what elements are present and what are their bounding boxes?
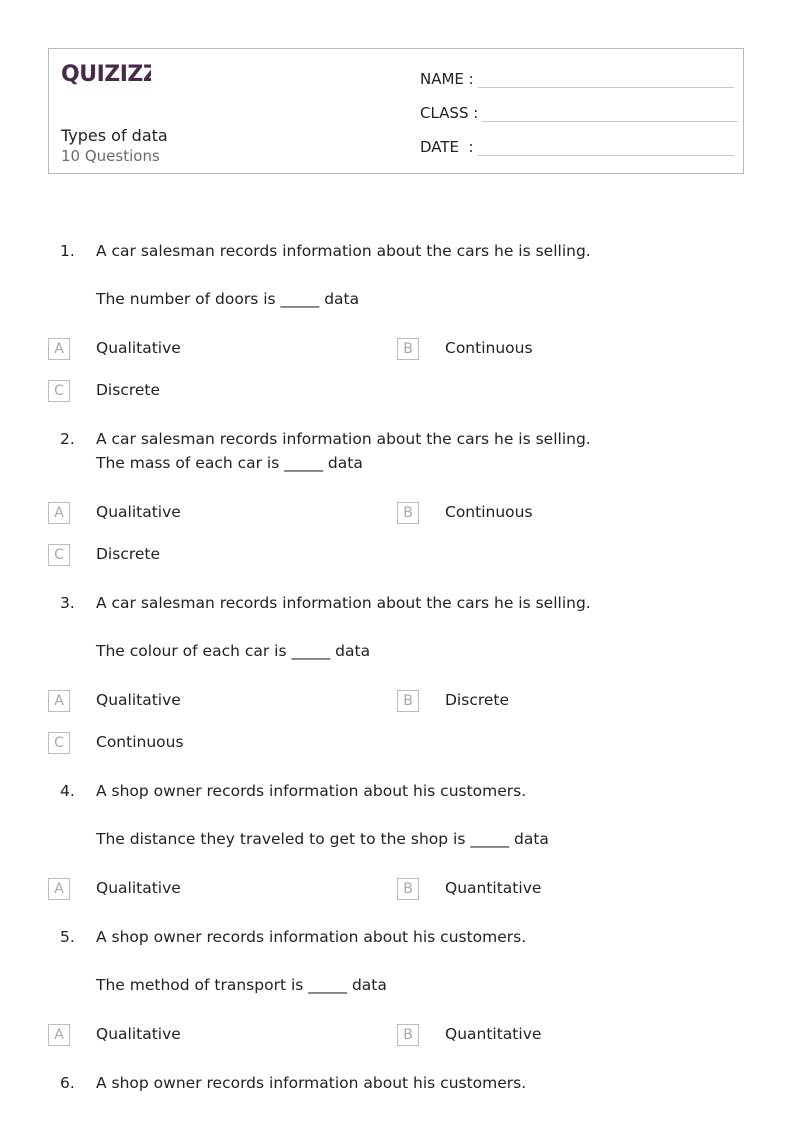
question-number: 2. [60, 430, 75, 448]
option-b-box[interactable]: B [397, 1024, 419, 1046]
option-c-box[interactable]: C [48, 380, 70, 402]
question-prompt: The distance they traveled to get to the shop is _____ data [96, 830, 549, 848]
name-line[interactable] [478, 69, 734, 88]
option-b-text[interactable]: Continuous [445, 503, 533, 521]
option-a-box[interactable]: A [48, 502, 70, 524]
option-a-text[interactable]: Qualitative [96, 879, 181, 897]
question-prompt: The number of doors is _____ data [96, 290, 360, 308]
question-prompt: The method of transport is _____ data [96, 976, 387, 994]
question-text: A shop owner records information about his customers. [96, 782, 527, 800]
option-b-text[interactable]: Continuous [445, 339, 533, 357]
question-text: A shop owner records information about his customers. [96, 1074, 527, 1092]
option-a-box[interactable]: A [48, 338, 70, 360]
question-text: A shop owner records information about his customers. [96, 928, 527, 946]
worksheet-title: Types of data [61, 126, 168, 145]
worksheet-header [48, 48, 744, 174]
option-c-text[interactable]: Continuous [96, 733, 184, 751]
option-a-box[interactable]: A [48, 1024, 70, 1046]
question-prompt: The colour of each car is _____ data [96, 642, 371, 660]
option-a-text[interactable]: Qualitative [96, 339, 181, 357]
option-a-box[interactable]: A [48, 690, 70, 712]
question-number: 6. [60, 1074, 75, 1092]
name-label: NAME : [420, 70, 474, 88]
question-number: 5. [60, 928, 75, 946]
option-a-box[interactable]: A [48, 878, 70, 900]
option-b-text[interactable]: Quantitative [445, 1025, 542, 1043]
logo-text: QUIZIZZ [61, 62, 151, 87]
question-prompt: The mass of each car is _____ data [96, 454, 363, 472]
question-number: 3. [60, 594, 75, 612]
class-field[interactable] [420, 103, 738, 122]
quizizz-logo-mark [61, 59, 151, 87]
question-text: A car salesman records information about the cars he is selling. [96, 594, 591, 612]
quizizz-logo [61, 59, 151, 91]
option-b-text[interactable]: Discrete [445, 691, 510, 709]
option-a-text[interactable]: Qualitative [96, 1025, 181, 1043]
date-field[interactable] [420, 137, 734, 156]
date-line[interactable] [478, 137, 734, 156]
class-line[interactable] [482, 103, 738, 122]
option-b-box[interactable]: B [397, 690, 419, 712]
question-number: 1. [60, 242, 75, 260]
option-c-box[interactable]: C [48, 732, 70, 754]
option-c-text[interactable]: Discrete [96, 381, 161, 399]
option-a-text[interactable]: Qualitative [96, 503, 181, 521]
question-number: 4. [60, 782, 75, 800]
date-label: DATE : [420, 138, 474, 156]
option-b-box[interactable]: B [397, 502, 419, 524]
name-field[interactable] [420, 69, 734, 88]
question-text: A car salesman records information about the cars he is selling. [96, 242, 591, 260]
question-count: 10 Questions [61, 147, 160, 165]
option-b-box[interactable]: B [397, 878, 419, 900]
option-b-text[interactable]: Quantitative [445, 879, 542, 897]
option-c-text[interactable]: Discrete [96, 545, 161, 563]
class-label: CLASS : [420, 104, 479, 122]
option-a-text[interactable]: Qualitative [96, 691, 181, 709]
option-b-box[interactable]: B [397, 338, 419, 360]
option-c-box[interactable]: C [48, 544, 70, 566]
question-text: A car salesman records information about the cars he is selling. [96, 430, 591, 448]
